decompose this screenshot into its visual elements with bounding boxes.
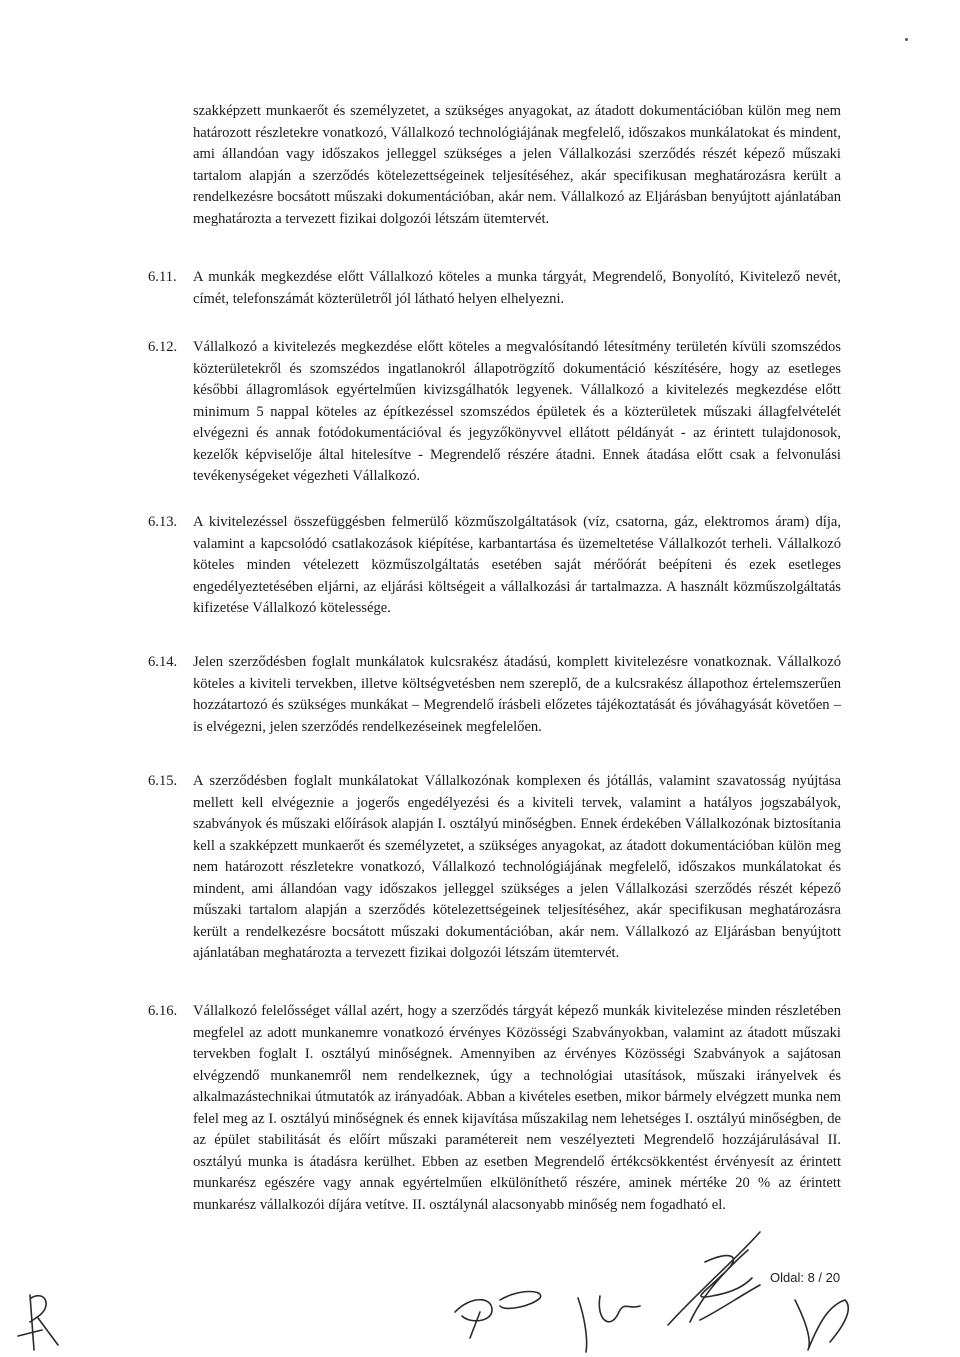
signature-4 [795, 1300, 848, 1350]
section-text: A szerződésben foglalt munkálatokat Vállalkozónak komplexen és jótállás, valamint szavatosság nyújtása mellett kell elvégeznie a jogerős engedélyezési és a kiviteli tervek, valamint a hatályos jogszabályok, szabványok és műszaki előírások alapján I. osztályú minőségben. Ennek érdekében Vállalkozónak biztosítania kell a szakképzett munkaerőt és személyzetet, a szükséges anyagokat, az átadott dokumentációban külön meg nem határozott részletekre vonatkozó, Vállalkozó technológiájának megfelelő, időszakos munkálatokat és mindent, ami állandóan vagy időszakos jelleggel szükséges a jelen Vállalkozási szerződés részét képező műszaki tartalom alapján a szerződés kötelezettségeinek teljesítéséhez, akár specifikusan meghatározásra került a rendelkezésre bocsátott műszaki dokumentációban, akár nem. Vállalkozó az Eljárásban benyújtott ajánlatában meghatározta a tervezett fizikai dolgozói létszám ütemtervét. [193, 773, 841, 961]
section-6-13 [148, 512, 841, 620]
section-number: 6.14. [148, 654, 178, 670]
margin-initial-signature [18, 1295, 58, 1350]
section-text: Vállalkozó felelősséget vállal azért, hogy a szerződés tárgyát képező munkák kivitelezése minden részletében megfelel az adott munkanemre vonatkozó érvényes Közösségi Szabványokban, valamint az átadott műszaki tervekben foglalt I. osztályú minőségnek. Amennyiben az érvényes Közösségi Szabványok a sajátosan elvégzendő munkanemről nem rendelkeznek, úgy a technológiai utasítások, műszaki irányelvek és alkalmazástechnikai útmutatók az irányadóak. Abban a kivételes esetben, mikor bármely elvégzett munka nem felel meg az I. osztályú minőségnek és ennek kijavítása műszakilag nem lehetséges I. osztályú minőségben, de az épület stabilitását és előírt műszaki paramétereit nem veszélyezteti Megrendelő hozzájárulásával II. osztályú munka is átadásra kerülhet. Ebben az esetben Megrendelő értékcsökkentést érvényesít az érintett munkarész egészére vagy annak egyértelműen elkülöníthető részére, aminek mértéke 20 % az érintett munkarész vállalkozói díjára vetítve. II. osztálynál alacsonyabb minőség nem fogadható el. [193, 1003, 841, 1213]
section-text: Vállalkozó a kivitelezés megkezdése előtt köteles a megvalósítandó létesítmény területén kívüli szomszédos közterületekről és szomszédos ingatlanokról állapotrögzítő dokumentáció készítésére, hogy az esetleges későbbi állagromlások egyértelműen kivizsgálhatók legyenek. Vállalkozó a kivitelezés megkezdése előtt minimum 5 nappal köteles az építkezéssel szomszédos épületek és a közterületek műszaki állagfelvételét elvégezni és annak fotódokumentációval és jegyzőkönyvvel ellátott példányát - az érintett tulajdonosok, kezelők képviselője által hitelesítve - Megrendelő részére átadni. Ennek átadása előtt csak a felvonulási tevékenységeket végezheti Vállalkozó. [193, 339, 841, 484]
signature-2 [578, 1296, 640, 1352]
section-number: 6.13. [148, 514, 178, 530]
section-number: 6.16. [148, 1003, 178, 1019]
section-text: A munkák megkezdése előtt Vállalkozó köteles a munka tárgyát, Megrendelő, Bonyolító, Kivitelező nevét, címét, telefonszámát közterületről jól látható helyen elhelyezni. [193, 269, 841, 307]
section-6-14 [148, 652, 841, 738]
section-number: 6.12. [148, 339, 178, 355]
section-text: A kivitelezéssel összefüggésben felmerülő közműszolgáltatások (víz, csatorna, gáz, elektromos áram) díja, valamint a kapcsolódó csatlakozások kiépítése, karbantartása és üzemeltetése Vállalkozót terheli. Vállalkozó köteles minden vételezett közműszolgáltatás esetében saját mérőórát beépíteni és ezek esetleges engedélyeztetésében eljárni, az eljárási költségeit a vállalkozási ár tartalmazza. A használt közműszolgáltatás kifizetése Vállalkozó kötelessége. [193, 514, 841, 616]
section-6-11 [148, 267, 841, 310]
signature-3 [668, 1232, 760, 1325]
section-number: 6.15. [148, 773, 178, 789]
intro-paragraph: szakképzett munkaerőt és személyzetet, a szükséges anyagokat, az átadott dokumentációban külön meg nem határozott részletekre vonatkozó, Vállalkozó technológiájának megfelelő, időszakos munkálatokat és mindent, ami állandóan vagy időszakos jelleggel szükséges a jelen Vállalkozási szerződés részét képező műszaki tartalom alapján a szerződés kötelezettségeinek teljesítéséhez, akár specifikusan meghatározásra került a rendelkezésre bocsátott műszaki dokumentációban, akár nem. Vállalkozó az Eljárásban benyújtott ajánlatában meghatározta a tervezett fizikai dolgozói létszám ütemtervét. [193, 103, 841, 227]
page-number: Oldal: 8 / 20 [770, 1270, 841, 1285]
section-6-16 [148, 1001, 841, 1216]
section-6-15 [148, 771, 841, 965]
section-6-12 [148, 337, 841, 488]
signature-1 [455, 1292, 541, 1339]
scan-speck [905, 38, 908, 41]
section-text: Jelen szerződésben foglalt munkálatok kulcsrakész átadású, komplett kivitelezésre vonatkoznak. Vállalkozó köteles a kiviteli tervekben, illetve költségvetésben nem szereplő, de a kulcsrakész állapothoz értelemszerűen hozzátartozó és szükséges munkákat – Megrendelő írásbeli előzetes tájékoztatását és jóváhagyását követően – is elvégezni, jelen szerződés rendelkezéseinek megfelelően. [193, 654, 841, 735]
section-number: 6.11. [148, 269, 177, 285]
